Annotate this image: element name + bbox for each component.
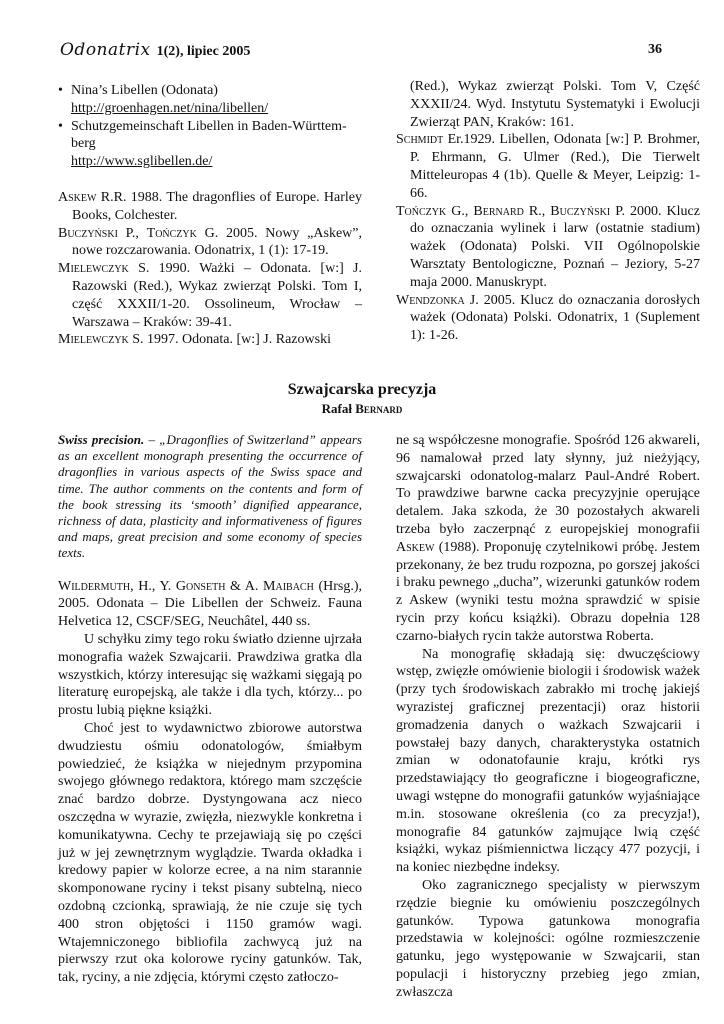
link-url[interactable]: http://groenhagen.net/nina/libellen/: [71, 100, 269, 116]
paragraph: Choć jest to wydawnictwo zbiorowe autorstwa dwudziestu ośmiu odonatologów, śmiałbym powiedzieć, że książka w niejednym przypomina swojego głównego redaktora, którego mam szczęście znać bardzo dobrze. Dystyngowana acz nieco oszczędna w wyrazie, zwięzła, niezwykle konkretna i komunikatywna. Cechy te przejawiają się po części już w jej zewnętrznym wyglądzie. Twarda okładka i kredowy papier w kolorze ecree, a na nim starannie skomponowane ryciny i tekst pisany subtelną, nieco ozdobną czcionką, sprawiają, że nie czuje się tych 400 stron objętości i 1150 gramów wagi. Wtajemniczonego bibliofila zachwycą już na pierwszy rzut oka kolorowe ryciny gatunków. Tak, tak, ryciny, a nie zdjęcia, którymi często zatłoczo-: [58, 721, 362, 986]
abstract-text: – „Dragonflies of Switzerland” appears as an excellent monograph presenting the occurrence of dragonflies in various aspects of the Swiss space and time. The author comments on the contents and form of the book stressing its ‘smooth’ dignified appearance, richness of data, plasticity and informativeness of figures and maps, great precision and some economy of species texts.: [58, 432, 362, 561]
reference-entry: [58, 189, 362, 225]
ref-text: R.R. 1988. The dragonflies of Europe. Harley Books, Colchester.: [72, 189, 362, 223]
paragraph: U schyłku zimy tego roku światło dzienne ujrzała monografia ważek Szwajcarii. Prawdziwa gratka dla wszystkich, którzy interesując się ważkami sięgają po literaturę europejską, ale także i dla tych, którzy... po prostu lubią piękne książki.: [58, 632, 362, 719]
ref-text: G. 2005. Nowy „Askew”, nowe rozczarowania. Odonatrix, 1 (1): 17-19.: [72, 225, 362, 259]
link-url[interactable]: http://www.sglibellen.de/: [71, 154, 213, 170]
reference-entry: [58, 260, 362, 331]
ref-author: Bernard: [473, 203, 524, 219]
paragraph: [396, 432, 700, 646]
ref-author: Tończyk: [146, 225, 197, 241]
ref-author: Buczyński: [58, 225, 118, 241]
paragraph: Oko zagranicznego specjalisty w pierwszym rzędzie biegnie ku omówieniu poszczególnych gatunków. Typowa gatunkowa monografia przedstawia w kolejności: ogólne rozmieszczenie gatunku, jego występowanie w Szwajcarii, stan populacji i historyczny przebieg jego zmian, zwłaszcza: [396, 877, 700, 1000]
citation-text: , H., Y.: [130, 578, 176, 594]
reference-entry: [396, 292, 700, 345]
issue-info: 1(2), lipiec 2005: [156, 44, 251, 59]
reference-continuation: (Red.), Wykaz zwierząt Polski. Tom V, Część XXXII/24. Wyd. Instytutu Systematyki i Ewolucji Zwierząt PAN, Kraków: 161.: [410, 79, 700, 130]
abstract: [58, 432, 362, 562]
article-title: Szwajcarska precyzja: [287, 381, 437, 398]
ref-author: Mielewczyk: [58, 261, 129, 277]
abstract-lead: Swiss precision.: [58, 432, 145, 447]
ref-text: P. 2000. Klucz do oznaczania wylinek i larw (ostatnie stadium) ważek (Odonata) Polski. VII Ogólnopolskie Warsztaty Bentologiczne, Poznań – Jeziory, 5-27 maja 2000. Manuskrypt.: [410, 203, 700, 290]
author-first-name: Rafał: [321, 401, 356, 416]
page-number: 36: [648, 42, 662, 57]
link-item: [58, 82, 362, 100]
ref-author: Askew: [58, 189, 97, 205]
paragraph-text: ne są współczesne monografie. Spośród 126 akwareli, 96 namalował przed laty słynny, już nieżyjący, szwajcarski odonatolog-malarz Paul-André Robert. To prawdziwe barwne cacka precyzyjnie operujące detalem. Jaka szkoda, że 30 pozostałych akwareli trzeba było zaczerpnąć z europejskiej monografii: [396, 433, 700, 537]
link-item: [58, 118, 362, 154]
link-label-cont: berg: [71, 136, 96, 152]
journal-name: Odonatrix: [60, 40, 151, 60]
references-left-column: [58, 82, 362, 349]
ref-text: R.,: [523, 203, 551, 219]
ref-author: Wendzonka: [396, 292, 465, 308]
citation-author: Wildermuth: [58, 578, 131, 594]
citation-text: (Hrsg.), 2005. Odonata – Die Libellen der Schweiz. Fauna Helvetica 12, CSCF/SEG, Neuchâtel, 440 ss.: [58, 578, 362, 630]
ref-author: Mielewczyk: [58, 332, 129, 348]
author-last-name: Bernard: [355, 401, 403, 416]
ref-author: Tończyk: [396, 203, 447, 219]
page-header: [60, 40, 662, 64]
book-citation: [58, 578, 362, 631]
reference-entry: [58, 331, 362, 349]
ref-text: G.,: [446, 203, 474, 219]
reference-entry: [396, 203, 700, 292]
article-left-column: [58, 432, 362, 987]
reference-entry: [396, 131, 700, 202]
ref-text: J. 2005. Klucz do oznaczania dorosłych ważek (Odonata) Polski. Odonatrix, 1 (Suplement 1): 1-26.: [410, 292, 700, 344]
article-right-column: [396, 432, 700, 1002]
reference-entry: [58, 225, 362, 261]
ref-text: P.,: [117, 225, 147, 241]
article-author: [0, 400, 724, 418]
ref-author: Schmidt: [396, 132, 444, 148]
citation-author: Maibach: [263, 578, 314, 594]
ref-text: S. 1990. Ważki – Odonata. [w:] J. Razowski (Red.), Wykaz zwierząt Polski. Tom I, część XXXII/1-20. Ossolineum, Wrocław – Warszawa – Kraków: 39-41.: [72, 261, 362, 330]
citation-author: Gonseth: [175, 578, 226, 594]
ref-text: S. 1997. Odonata. [w:] J. Razowski: [128, 332, 331, 348]
citation-text: & A.: [225, 578, 264, 594]
link-label: Schutzgemeinschaft Libellen in Baden-Württem-: [71, 118, 347, 134]
paragraph: Na monografię składają się: dwuczęściowy wstęp, zwięzłe omówienie biologii i środowisk ważek (przy tych środowiskach zabrakło mi trochę jakiejś wyrazistej graficznej prezentacji) oraz historii gromadzenia danych o ważkach Szwajcarii i powstałej bazy danych, charakterystyka ostatnich zmian w odonatofaunie kraju, krótki rys przedstawiający tło geograficzne i biogeograficzne, uwagi wstępne do monografii gatunków wyjaśniające m.in. stosowane określenia (co za precyzja!), monografie 84 gatunków zajmujące lwią część książki, wykaz piśmiennictwa liczący 477 pozycji, i na koniec niezbędne indeksy.: [396, 646, 700, 876]
ref-text: Er.1929. Libellen, Odonata [w:] P. Brohmer, P. Ehrmann, G. Ulmer (Red.), Die Tierwelt Mitteleuropas 4 (1b). Quelle & Meyer, Leipzig: 1-66.: [410, 132, 700, 201]
paragraph-text: (1988). Proponuję czytelnikowi próbę. Jestem przekonany, że bez trudu rozpozna, po gorszej jakości i braku pewnego „ducha”, wizerunki gatunków rodem z Askew (wyniki testu można sprawdzić w spisie rycin przy końcu książki). Obrazu dopełnia 128 czarno-białych rycin także autorstwa Roberta.: [396, 539, 700, 644]
inline-author: Askew: [396, 539, 435, 555]
ref-author: Buczyński: [550, 203, 611, 219]
article-title-block: [0, 380, 724, 418]
link-label: Nina’s Libellen (Odonata): [71, 83, 218, 98]
references-right-column: [396, 78, 700, 345]
